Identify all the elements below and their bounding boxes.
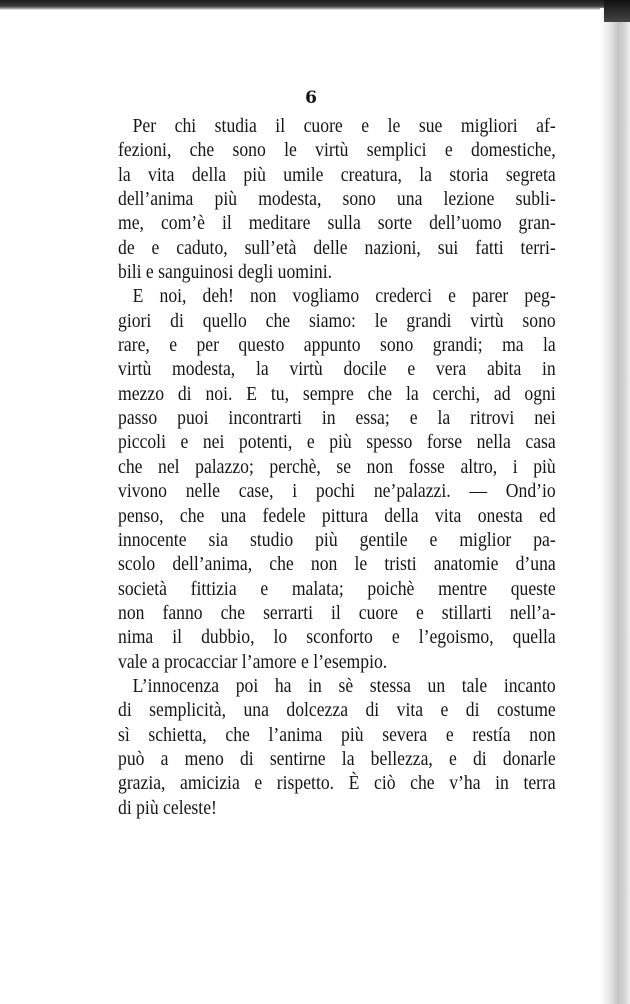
text-line: che nel palazzo; perchè, se non fosse altro, i più (118, 455, 556, 478)
text-line: me, com’è il meditare sulla sorte dell’uomo gran- (118, 212, 556, 235)
page-gutter-shadow (600, 8, 630, 1004)
text-line: giori di quello che siamo: le grandi virtù sono (118, 309, 556, 332)
text-line: virtù modesta, la virtù docile e vera abita in (118, 358, 556, 381)
text-line: sì schietta, che l’anima più severa e restía non (118, 723, 556, 746)
text-line: vivono nelle case, i pochi ne’palazzi. — Ond’io (118, 480, 556, 503)
text-line: fezioni, che sono le virtù semplici e domestiche, (118, 139, 556, 162)
text-line: scolo dell’anima, che non le tristi anatomie d’una (118, 553, 556, 576)
text-line: E noi, deh! non vogliamo crederci e parer peg- (132, 285, 556, 308)
paragraph (118, 674, 556, 820)
scan-corner (604, 0, 630, 22)
page-number: 6 (305, 88, 317, 108)
text-line: di più celeste! (118, 796, 217, 819)
text-line: penso, che una fedele pittura della vita onesta ed (118, 504, 556, 527)
paragraph (118, 284, 556, 674)
body-text (118, 114, 556, 820)
paragraph (118, 114, 556, 284)
text-line: non fanno che serrarti il cuore e stillarti nell’a- (118, 601, 556, 624)
text-line: piccoli e nei potenti, e più spesso forse nella casa (118, 431, 556, 454)
text-line: rare, e per questo appunto sono grandi; ma la (118, 334, 556, 357)
text-line: bili e sanguinosi degli uomini. (118, 261, 333, 284)
text-line: Per chi studia il cuore e le sue migliori af- (132, 115, 556, 137)
text-line: dell’anima più modesta, sono una lezione subli- (118, 188, 556, 211)
text-line: grazia, amicizia e rispetto. È ciò che v’ha in terra (118, 772, 556, 795)
text-line: vale a procacciar l’amore e l’esempio. (118, 650, 388, 673)
text-line: società fittizia e malata; poichè mentre queste (118, 577, 556, 600)
text-line: di semplicità, una dolcezza di vita e di costume (118, 699, 556, 722)
text-line: può a meno di sentirne la bellezza, e di donarle (118, 747, 556, 770)
text-line: mezzo di noi. E tu, sempre che la cerchi, ad ogni (118, 382, 556, 405)
scan-top-edge (0, 0, 630, 10)
text-line: L’innocenza poi ha in sè stessa un tale incanto (132, 674, 556, 697)
text-line: nima il dubbio, lo sconforto e l’egoismo, quella (118, 626, 556, 649)
text-line: la vita della più umile creatura, la storia segreta (118, 163, 556, 186)
text-line: passo puoi incontrarti in essa; e la ritrovi nei (118, 407, 556, 430)
text-line: de e caduto, sull’età delle nazioni, sui fatti terri- (118, 236, 556, 259)
text-line: innocente sia studio più gentile e miglior pa- (118, 528, 556, 551)
